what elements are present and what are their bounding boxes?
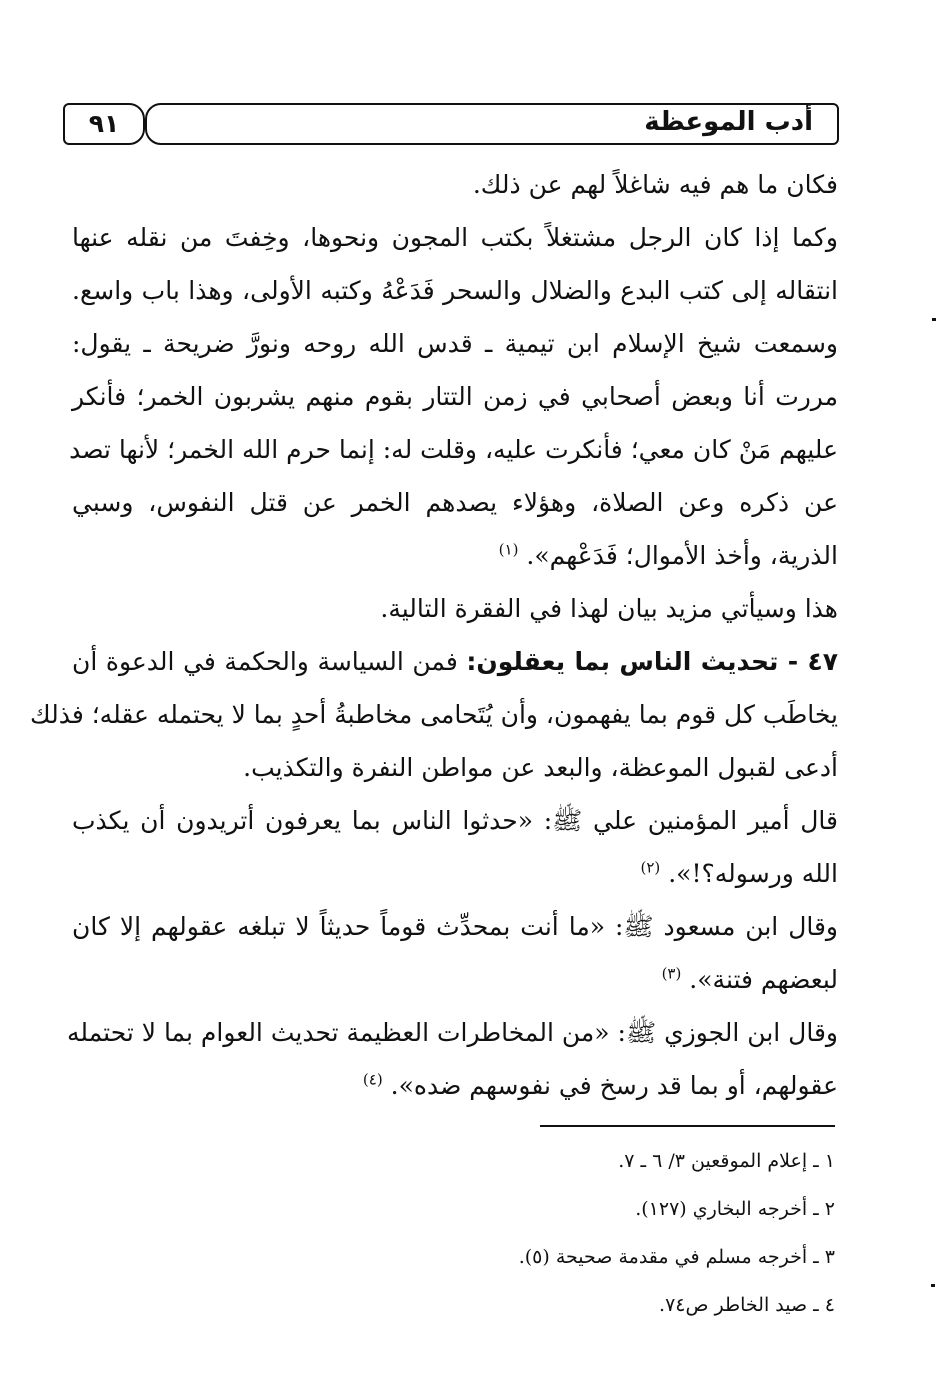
text-line: الذرية، وأخذ الأموال؛ فَدَعْهم». $^{(١)}$	[498, 540, 838, 570]
footnote-mark: (١)	[498, 540, 519, 559]
text-line: عليهم مَنْ كان معي؛ فأنكرت عليه، وقلت له: إنما حرم الله الخمر؛ لأنها تصد	[69, 435, 838, 464]
text-line: الله ورسوله؟!». $^{(٢)}$	[640, 858, 838, 888]
text-line: مررت أنا وبعض أصحابي في زمن التتار بقوم منهم يشربون الخمر؛ فأنكر	[72, 382, 838, 411]
text-line: قال أمير المؤمنين علي ﷺ: «حدثوا الناس بما يعرفون أتريدون أن يكذب	[72, 806, 838, 835]
body-text	[30, 158, 839, 1112]
text-line: عن ذكره وعن الصلاة، وهؤلاء يصدهم الخمر عن قتل النفوس، وسبي	[72, 488, 838, 517]
text-line: وسمعت شيخ الإسلام ابن تيمية ـ قدس الله روحه ونورَّ ضريحة ـ يقول:	[72, 329, 838, 358]
footnote-mark: (٤)	[362, 1070, 383, 1089]
footnote: ٣ ـ أخرجه مسلم في مقدمة صحيحة (٥).	[518, 1246, 835, 1268]
text-line: لبعضهم فتنة». $^{(٣)}$	[661, 964, 838, 994]
running-header	[63, 103, 839, 149]
text-line: وقال ابن الجوزي ﷺ: «من المخاطرات العظيمة تحديث العوام بما لا تحتمله	[67, 1018, 838, 1047]
text-line: ٤٧ - تحديث الناس بما يعقلون: فمن السياسة والحكمة في الدعوة أن	[72, 647, 838, 676]
scan-speck	[932, 318, 936, 321]
scan-speck	[931, 1284, 935, 1287]
text-line: يخاطَب كل قوم بما يفهمون، وأن يُتَحامى مخاطبةُ أحدٍ بما لا يحتمله عقله؛ فذلك	[30, 700, 838, 729]
footnote-separator	[540, 1125, 835, 1127]
section-heading: ٤٧ - تحديث الناس بما يعقلون:	[466, 647, 838, 676]
footnote: ٤ ـ صيد الخاطر ص٧٤.	[659, 1294, 835, 1316]
footnote-mark: (٣)	[661, 964, 682, 983]
text-line: هذا وسيأتي مزيد بيان لهذا في الفقرة التالية.	[380, 594, 838, 623]
text-line: وقال ابن مسعود ﷺ: «ما أنت بمحدِّث قوماً حديثاً لا تبلغه عقولهم إلا كان	[72, 912, 839, 941]
footnotes	[135, 1137, 835, 1329]
footnote: ١ ـ إعلام الموقعين ٣/ ٦ ـ ٧.	[618, 1150, 835, 1172]
header-title: أدب الموعظة	[644, 107, 813, 137]
text-line: وكما إذا كان الرجل مشتغلاً بكتب المجون ونحوها، وخِفتَ من نقله عنها	[72, 223, 838, 252]
text-line: عقولهم، أو بما قد رسخ في نفوسهم ضده». $^{(٤)}$	[362, 1070, 838, 1100]
header-title-frame	[145, 103, 839, 145]
footnote: ٢ ـ أخرجه البخاري (١٢٧).	[635, 1198, 835, 1220]
text-line: فكان ما هم فيه شاغلاً لهم عن ذلك.	[472, 170, 838, 199]
text-line: انتقاله إلى كتب البدع والضلال والسحر فَدَعْهُ وكتبه الأولى، وهذا باب واسع.	[72, 276, 838, 305]
footnote-mark: (٢)	[640, 858, 661, 877]
text-line: أدعى لقبول الموعظة، والبعد عن مواطن النفرة والتكذيب.	[243, 753, 838, 782]
page-number: ٩١	[63, 103, 145, 145]
